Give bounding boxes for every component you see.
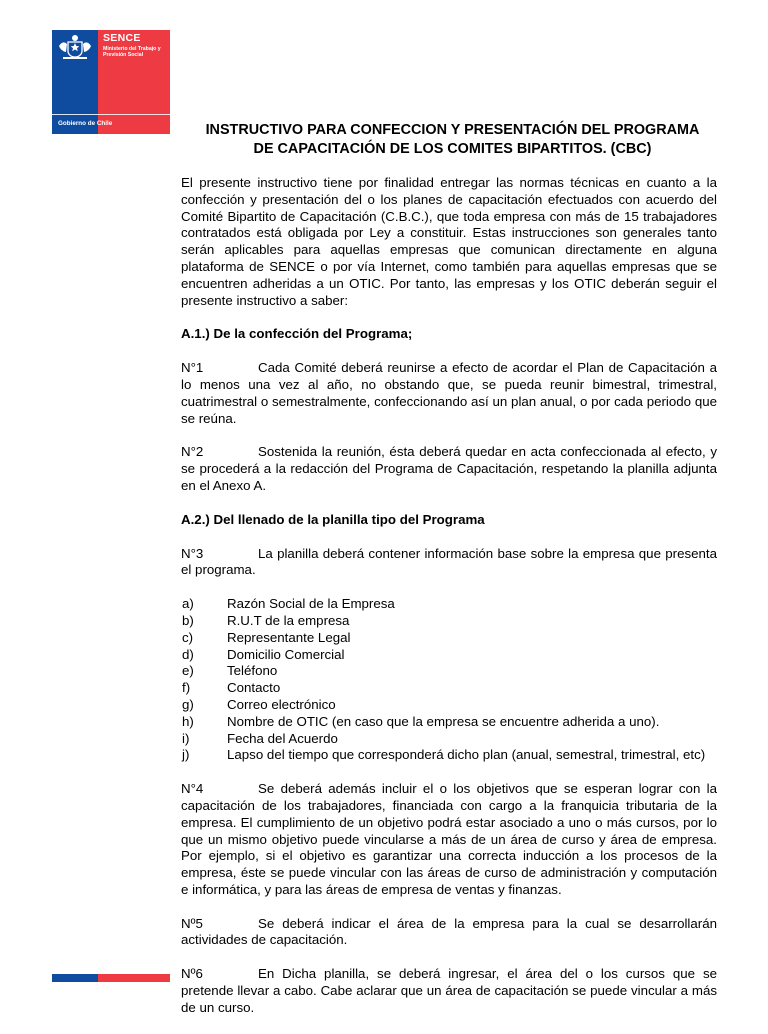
paragraph-n3 [181, 546, 717, 580]
paragraph-text: Sostenida la reunión, ésta deberá quedar en acta confeccionada al efecto, y se procederá a la redacción del Programa de Capacitación, respetando la planilla adjunta en el Anexo A. [181, 444, 717, 493]
paragraph-text: Se deberá además incluir el o los objetivos que se esperan lograr con la capacitación de los trabajadores, financiada con cargo a la franquicia tributaria de la empresa. El cumplimiento de un objetivo podrá estar asociado a uno o más cursos, por lo que un mismo objetivo puede vincularse a más de un área de curso y área de empresa. Por ejemplo, si el objetivo es garantizar una correcta inducción a los procesos de la empresa, éste se puede vincular con las áreas de curso de administración y computación e informática, y para las áreas de empresa de ventas y finanzas. [181, 781, 717, 897]
list-letter: i) [182, 730, 190, 746]
paragraph-number: N°3 [181, 545, 204, 561]
intro-paragraph: El presente instructivo tiene por finalidad entregar las normas técnicas en cuanto a la confección y presentación del o los planes de capacitación efectuados con acuerdo del Comité Bipartito de Capacitación (C.B.C.), que toda empresa con más de 15 trabajadores contratados está obligada por Ley a constituir. Estas instrucciones son generales tanto serán aplicables para aquellas empresas que comunican directamente en alguna plataforma de SENCE o por vía Internet, como también para aquellas empresas que se encuentren adheridas a un OTIC. Por tanto, las empresas y los OTIC deberán seguir el presente instructivo a saber: [181, 175, 717, 308]
paragraph-number: N°4 [181, 781, 204, 797]
list-item [181, 697, 717, 714]
paragraph-number: N°1 [181, 360, 204, 376]
list-item [181, 596, 717, 613]
title-line-1: INSTRUCTIVO PARA CONFECCION Y PRESENTACIÓN DEL PROGRAMA [205, 122, 700, 138]
list-text: Lapso del tiempo que corresponderá dicho plan (anual, semestral, trimestral, etc) [227, 747, 706, 763]
list-text: Razón Social de la Empresa [227, 596, 395, 612]
logo-blue-panel [52, 30, 98, 134]
list-letter: b) [182, 612, 194, 628]
footer-flag-red [98, 974, 170, 982]
sence-logo [52, 30, 170, 134]
list-text: Nombre de OTIC (en caso que la empresa se encuentre adherida a uno). [227, 713, 660, 729]
list-text: Correo electrónico [227, 696, 336, 712]
list-letter: c) [182, 629, 194, 645]
coat-of-arms-icon [55, 32, 95, 62]
section-heading-a1: A.1.) De la confección del Programa; [181, 326, 413, 342]
paragraph-number: Nº5 [181, 915, 203, 931]
list-text: Representante Legal [227, 629, 351, 645]
title-line-2: DE CAPACITACIÓN DE LOS COMITES BIPARTITOS. (CBC) [253, 141, 652, 157]
list-item [181, 647, 717, 664]
paragraph-text: Cada Comité deberá reunirse a efecto de acordar el Plan de Capacitación a lo menos una vez al año, no obstando que, se pueda reunir bimestral, trimestral, cuatrimestral o semestralmente, confeccionando así un plan anual, o por cada periodo que se reúna. [181, 360, 717, 426]
list-text: Teléfono [227, 663, 278, 679]
list-letter: f) [182, 680, 191, 696]
paragraph-n6 [181, 966, 717, 1016]
logo-ministry-text: Ministerio del Trabajo y Previsión Social [103, 46, 161, 59]
logo-divider [52, 114, 170, 115]
list-text: Domicilio Comercial [227, 646, 345, 662]
paragraph-text: La planilla deberá contener información base sobre la empresa que presenta el programa. [181, 545, 717, 578]
list-letter: a) [182, 596, 194, 612]
list-text: Contacto [227, 680, 281, 696]
list-letter: g) [182, 696, 194, 712]
section-heading-a2: A.2.) Del llenado de la planilla tipo del Programa [181, 511, 485, 527]
paragraph-text: Se deberá indicar el área de la empresa para la cual se desarrollarán actividades de capacitación. [181, 915, 717, 948]
document-body [181, 175, 717, 1034]
list-letter: d) [182, 646, 194, 662]
list-item [181, 663, 717, 680]
document-title [181, 121, 724, 159]
list-text: R.U.T de la empresa [227, 612, 350, 628]
list-item [181, 731, 717, 748]
list-item [181, 714, 717, 731]
logo-red-panel [98, 30, 170, 134]
footer-flag-blue [52, 974, 98, 982]
paragraph-n4 [181, 781, 717, 899]
company-info-list [181, 596, 717, 764]
paragraph-n2 [181, 444, 717, 494]
paragraph-number: Nº6 [181, 966, 203, 982]
list-letter: j) [182, 747, 190, 763]
list-item [181, 613, 717, 630]
paragraph-number: N°2 [181, 444, 204, 460]
list-text: Fecha del Acuerdo [227, 730, 338, 746]
list-letter: h) [182, 713, 194, 729]
list-item [181, 680, 717, 697]
list-letter: e) [182, 663, 194, 679]
paragraph-n5 [181, 916, 717, 950]
paragraph-text: En Dicha planilla, se deberá ingresar, el área del o los cursos que se pretende llevar a cabo. Cabe aclarar que un área de capacitación se puede vincular a más de un curso. [181, 966, 717, 1015]
paragraph-n1 [181, 360, 717, 427]
list-item [181, 747, 717, 764]
footer-flag-bar [52, 974, 170, 982]
list-item [181, 630, 717, 647]
logo-government-text: Gobierno de Chile [58, 120, 113, 127]
logo-brand-text: SENCE [103, 32, 141, 44]
